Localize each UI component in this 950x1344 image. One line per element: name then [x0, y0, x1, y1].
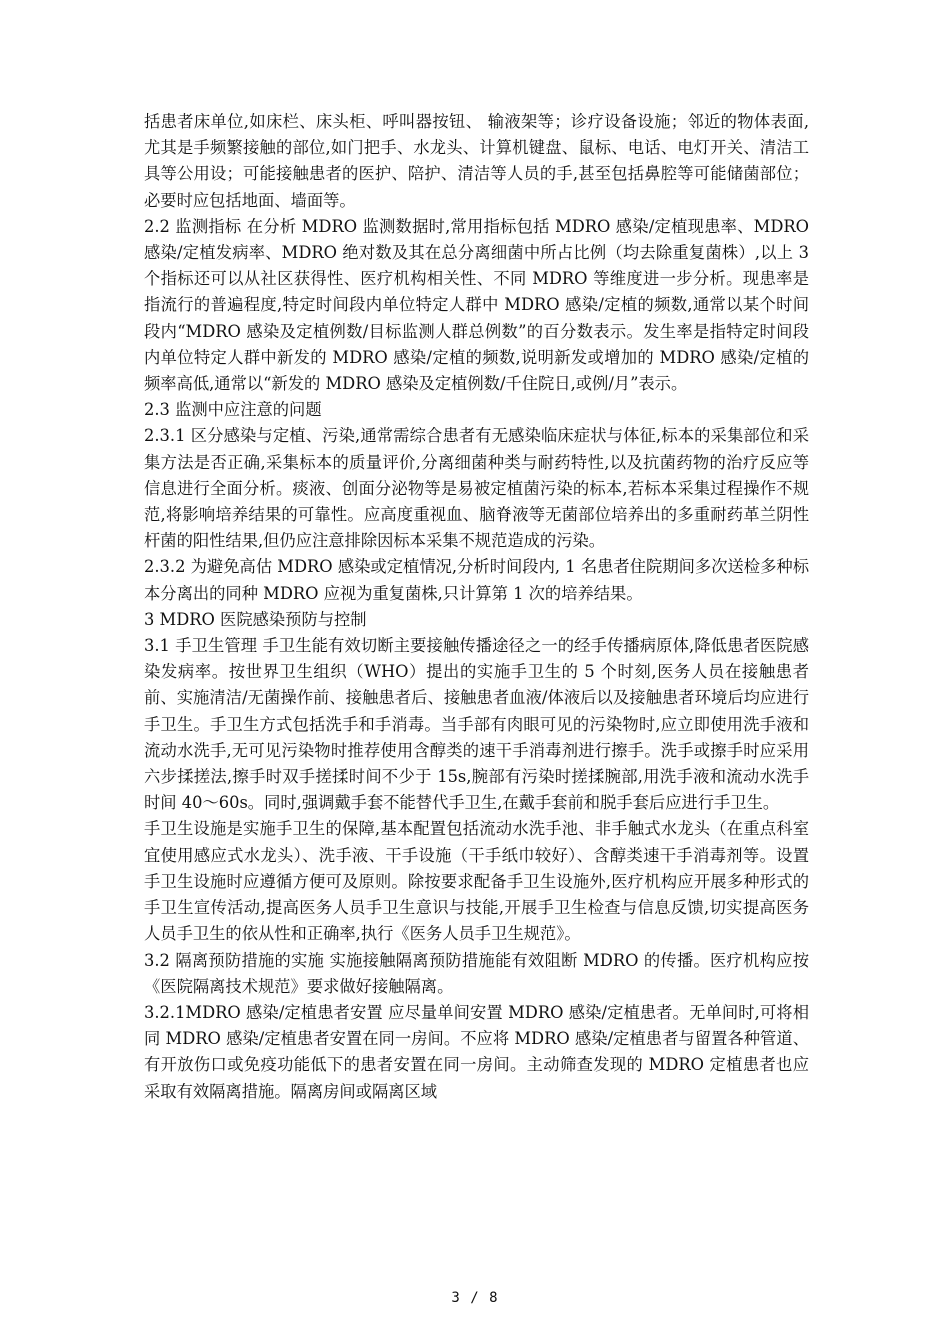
paragraph-hand-hygiene: 3.1 手卫生管理 手卫生能有效切断主要接触传播途径之一的经手传播病原体,降低患者医院感染发病率。按世界卫生组织（WHO）提出的实施手卫生的 5 个时刻,医务人员在接触患者前、实施清洁/无菌操作前、接触患者后、接触患者血液/体液后以及接触患者环境后均应进行手卫生。手卫生方式包括洗手和手消毒。当手部有肉眼可见的污染物时,应立即使用洗手液和流动水洗手,无可见污染物时推荐使用含醇类的速干手消毒剂进行擦手。洗手或擦手时应采用六步揉搓法,擦手时双手搓揉时间不少于 15s,腕部有污染时搓揉腕部,用洗手液和流动水洗手时间 40～60s。同时,强调戴手套不能替代手卫生,在戴手套前和脱手套后应进行手卫生。 — [144, 636, 809, 813]
heading-prevention-control: 3 MDRO 医院感染预防与控制 — [144, 609, 367, 629]
paragraph-monitoring-indicators: 2.2 监测指标 在分析 MDRO 监测数据时,常用指标包括 MDRO 感染/定植现患率、MDRO 感染/定植发病率、MDRO 绝对数及其在总分离细菌中所占比例（均去除重复菌株）,以上 3 个指标还可以从社区获得性、医疗机构相关性、不同 MDRO 等维度进一步分析。现患率是指流行的普遍程度,特定时间段内单位特定人群中 MDRO 感染/定植的频数,通常以某个时间段内“MDRO 感染及定植例数/目标监测人群总例数”的百分数表示。发生率是指特定时间段内单位特定人群中新发的 MDRO 感染/定植的频数,说明新发或增加的 MDRO 感染/定植的频率高低,通常以“新发的 MDRO 感染及定植例数/千住院日,或例/月”表示。 — [144, 216, 809, 394]
paragraph-duplicate-isolates: 2.3.2 为避免高估 MDRO 感染或定植情况,分析时间段内, 1 名患者住院期间多次送检多种标本分离出的同种 MDRO 应视为重复菌株,只计算第 1 次的培养结果。 — [144, 557, 809, 603]
paragraph-surface-monitoring: 括患者床单位,如床栏、床头柜、呼叫器按钮、 输液架等；诊疗设备设施；邻近的物体表面,尤其是手频繁接触的部位,如门把手、水龙头、计算机键盘、鼠标、电话、电灯开关、清洁工具等公用设；可能接触患者的医护、陪护、清洁等人员的手,甚至包括鼻腔等可能储菌部位；必要时应包括地面、墙面等。 — [144, 112, 809, 210]
page-number: 3 / 8 — [451, 1290, 499, 1306]
paragraph-isolation-measures: 3.2 隔离预防措施的实施 实施接触隔离预防措施能有效阻断 MDRO 的传播。医疗机构应按《医院隔离技术规范》要求做好接触隔离。 — [144, 950, 809, 996]
heading-monitoring-notes: 2.3 监测中应注意的问题 — [144, 400, 322, 420]
paragraph-patient-placement: 3.2.1MDRO 感染/定植患者安置 应尽量单间安置 MDRO 感染/定植患者。无单间时,可将相同 MDRO 感染/定植患者安置在同一房间。不应将 MDRO 感染/定植患者与留置各种管道、有开放伤口或免疫功能低下的患者安置在同一房间。主动筛查发现的 MDRO 定植患者也应采取有效隔离措施。隔离房间或隔离区域 — [144, 1002, 809, 1101]
paragraph-infection-vs-colonization: 2.3.1 区分感染与定植、污染,通常需综合患者有无感染临床症状与体征,标本的采集部位和采集方法是否正确,采集标本的质量评价,分离细菌种类与耐药特性,以及抗菌药物的治疗反应等信息进行全面分析。痰液、创面分泌物等是易被定植菌污染的标本,若标本采集过程操作不规范,将影响培养结果的可靠性。应高度重视血、脑脊液等无菌部位培养出的多重耐药革兰阴性杆菌的阳性结果,但仍应注意排除因标本采集不规范造成的污染。 — [144, 426, 809, 551]
document-body — [144, 109, 809, 1105]
paragraph-hand-hygiene-facilities: 手卫生设施是实施手卫生的保障,基本配置包括流动水洗手池、非手触式水龙头（在重点科室宜使用感应式水龙头）、洗手液、干手设施（干手纸巾较好）、含醇类速干手消毒剂等。设置手卫生设施时应遵循方便可及原则。除按要求配备手卫生设施外,医疗机构应开展多种形式的手卫生宣传活动,提高医务人员手卫生意识与技能,开展手卫生检查与信息反馈,切实提高医务人员手卫生的依从性和正确率,执行《医务人员手卫生规范》。 — [144, 819, 809, 944]
